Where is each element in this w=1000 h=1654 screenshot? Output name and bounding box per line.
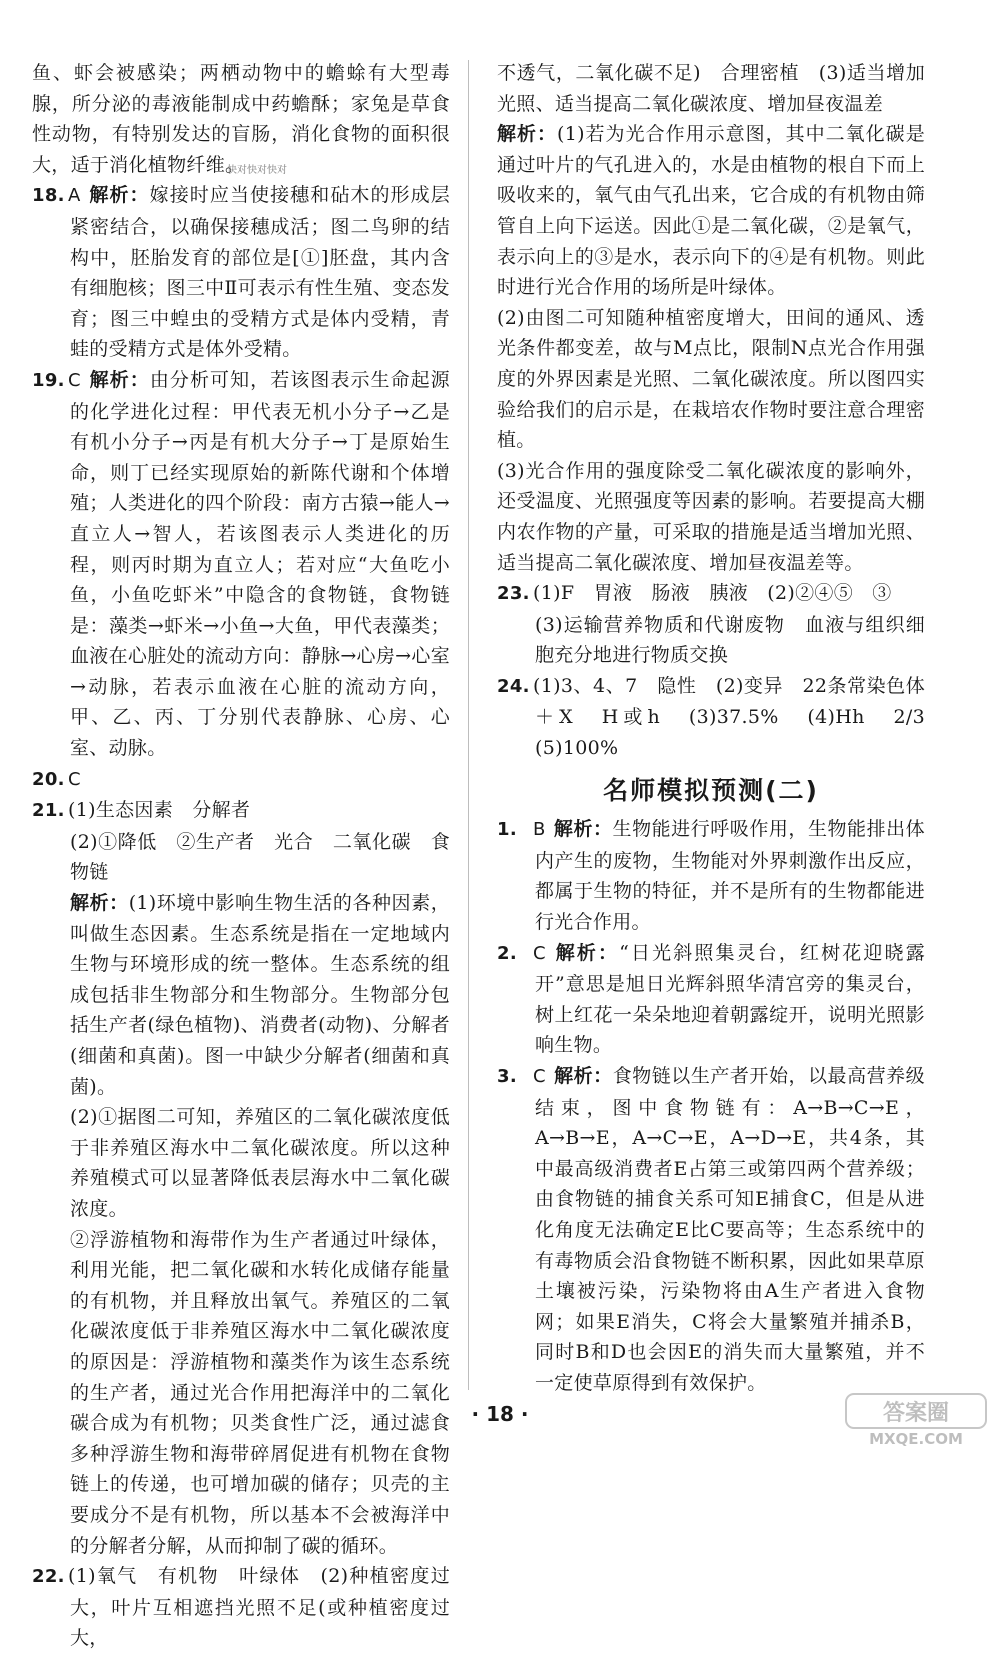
analysis-label: 解析：	[553, 1065, 613, 1087]
section-title: 名师模拟预测(二)	[603, 775, 819, 805]
question-number: 2.	[497, 942, 517, 964]
question-number: 1.	[497, 819, 517, 841]
answer-text: (1)F 胃液 肠液 胰液 (2)②④⑤ ③	[533, 582, 892, 605]
analysis-text: 嫁接时应当使接穗和砧木的形成层紧密结合，以确保接穗成活；图二鸟卵的结构中，胚胎发育的部位是[①]胚盘，其内含有细胞核；图三中Ⅱ可表示有性生殖、变态发育；图三中蝗虫的受精方式是体内受精，青蛙的受精方式是体外受精。	[70, 184, 450, 361]
answer-22-continued: 不透气，二氧化碳不足) 合理密植 (3)适当增加光照、适当提高二氧化碳浓度、增加昼夜温差	[497, 62, 925, 115]
question-number: 23.	[497, 583, 530, 605]
answer-letter: C	[533, 942, 546, 964]
answer-21-line2: (2)①降低 ②生产者 光合 二氧化碳 食物链	[70, 830, 450, 884]
answer-letter: A	[68, 185, 81, 207]
answer-s2	[497, 938, 925, 1061]
answer-text: (1)生态因素 分解者	[68, 799, 251, 822]
analysis-p3: ②浮游植物和海带作为生产者通过叶绿体，利用光能，把二氧化碳和水转化成储存能量的有机物，并且释放出氧气。养殖区的二氧化碳浓度低于非养殖区海水中二氧化碳浓度的原因是：浮游植物和藻类作为该生态系统的生产者，通过光合作用把海洋中的二氧化碳合成为有机物；贝类食性广泛，通过滤食多种浮游生物和海带碎屑促进有机物在食物链上的传递，也可增加碳的储存；贝壳的主要成分不是有机物，所以基本不会被海洋中的分解者分解，从而抑制了碳的循环。	[70, 1228, 450, 1557]
watermark-url: MXQE.COM	[869, 1430, 963, 1448]
answer-23-line2: (3)运输营养物质和代谢废物 血液与组织细胞充分地进行物质交换	[535, 613, 925, 667]
question-number: 20.	[32, 768, 65, 790]
intro-paragraph: 鱼、虾会被感染；两栖动物中的蟾蜍有大型毒腺，所分泌的毒液能制成中药蟾酥；家兔是草食性动物，有特别发达的盲肠，消化食物的面积很大，适于消化植物纤维。	[32, 62, 450, 176]
answer-text: (1)氧气 有机物 叶绿体 (2)种植密度过大，叶片互相遮挡光照不足(或种植密度过大，	[68, 1565, 450, 1650]
answer-letter: B	[533, 819, 546, 841]
answer-20	[32, 764, 450, 796]
analysis-text: (1)环境中影响生物生活的各种因素，叫做生态因素。生态系统是指在一定地域内生物与环境形成的统一整体。生态系统的组成包括非生物部分和生物部分。生物部分包括生产者(绿色植物)、消费者(动物)、分解者(细菌和真菌)。图一中缺少分解者(细菌和真菌)。	[70, 892, 450, 1098]
analysis-p2: (2)①据图二可知，养殖区的二氧化碳浓度低于非养殖区海水中二氧化碳浓度。所以这种养殖模式可以显著降低表层海水中二氧化碳浓度。	[70, 1106, 450, 1220]
analysis-text: “日光斜照集灵台，红树花迎晓露开”意思是旭日光辉斜照华清宫旁的集灵台，树上红花一朵朵地迎着朝露绽开，说明光照影响生物。	[535, 941, 925, 1057]
answer-21	[32, 795, 450, 1561]
answer-22-analysis-p1	[497, 119, 925, 303]
answer-s3	[497, 1061, 925, 1399]
question-number: 18.	[32, 185, 65, 207]
answer-letter: C	[68, 768, 81, 790]
answer-22-start	[32, 1561, 450, 1654]
answer-24	[497, 671, 945, 764]
watermark-logo	[842, 1392, 992, 1450]
answer-letter: C	[533, 1066, 546, 1087]
analysis-label: 解析：	[88, 184, 150, 207]
watermark-logo-text: 答案圈	[882, 1401, 950, 1426]
question-number: 21.	[32, 800, 65, 822]
stamp-mark: 快对快对快对	[227, 165, 287, 176]
question-number: 24.	[497, 675, 530, 697]
question-number: 3.	[497, 1066, 517, 1087]
analysis-label: 解析：	[553, 818, 613, 841]
column-divider	[468, 60, 469, 1390]
page-number: · 18 ·	[471, 1402, 529, 1426]
analysis-label: 解析：	[553, 941, 620, 964]
analysis-text: 由分析可知，若该图表示生命起源的化学进化过程：甲代表无机小分子→乙是有机小分子→丙是有机大分子→丁是原始生命，则丁已经实现原始的新陈代谢和个体增殖；人类进化的四个阶段：南方古猿→能人→直立人→智人，若该图表示人类进化的历程，则丙时期为直立人；若对应“大鱼吃小鱼，小鱼吃虾米”中隐含的食物链，食物链是：藻类→虾米→小鱼→大鱼，甲代表藻类；血液在心脏处的流动方向：静脉→心房→心室→动脉，若表示血液在心脏的流动方向，甲、乙、丙、丁分别代表静脉、心房、心室、动脉。	[70, 368, 450, 760]
question-number: 19.	[32, 369, 65, 391]
analysis-label: 解析：	[88, 368, 150, 391]
analysis-text: (1)若为光合作用示意图，其中二氧化碳是通过叶片的气孔进入的，水是由植物的根自下而上吸收来的，氧气由气孔出来，它合成的有机物由筛管自上向下运送。因此①是二氧化碳，②是氧气，表示向上的③是水，表示向下的④是有机物。则此时进行光合作用的场所是叶绿体。	[497, 123, 925, 299]
answer-21-line1	[32, 795, 450, 827]
right-column	[497, 58, 945, 1399]
analysis-text: 生物能进行呼吸作用，生物能排出体内产生的废物，生物能对外界刺激作出反应，都属于生物的特征，并不是所有的生物都能进行光合作用。	[535, 818, 925, 934]
answer-s1	[497, 814, 925, 937]
analysis-text: 食物链以生产者开始，以最高营养级结束，图中食物链有：A→B→C→E，A→B→E，A→C→E，A→D→E，共4条，其中最高级消费者E占第三或第四两个营养级；由食物链的捕食关系可知E捕食C，但是从进化角度无法确定E比C要高等；生态系统中的有毒物质会沿食物链不断积累，因此如果草原土壤被污染，污染物将由A生产者进入食物网；如果E消失，C将会大量繁殖并捕杀B，同时B和D也会因E的消失而大量繁殖，并不一定使草原得到有效保护。	[535, 1065, 925, 1394]
answer-23	[497, 578, 925, 671]
question-number: 22.	[32, 1566, 65, 1588]
answer-letter: C	[68, 369, 81, 391]
answer-text: (1)3、4、7 隐性 (2)变异 22条常染色体＋X H或h (3)37.5% (4)Hh 2/3 (5)100%	[533, 674, 945, 760]
answer-23-line1	[497, 578, 925, 610]
answer-22-analysis-p2: (2)由图二可知随种植密度增大，田间的通风、透光条件都变差，故与M点比，限制N点光合作用强度的外界因素是光照、二氧化碳浓度。所以图四实验给我们的启示是，在栽培农作物时要注意合理密植。	[497, 306, 925, 452]
answer-22-analysis-p3: (3)光合作用的强度除受二氧化碳浓度的影响外，还受温度、光照强度等因素的影响。若要提高大棚内农作物的产量，可采取的措施是适当增加光照、适当提高二氧化碳浓度、增加昼夜温差等。	[497, 459, 925, 574]
analysis-p1	[70, 888, 450, 1102]
analysis-label: 解析：	[497, 123, 558, 146]
analysis-label: 解析：	[70, 892, 129, 915]
answer-18	[32, 180, 450, 365]
answer-19	[32, 365, 450, 764]
